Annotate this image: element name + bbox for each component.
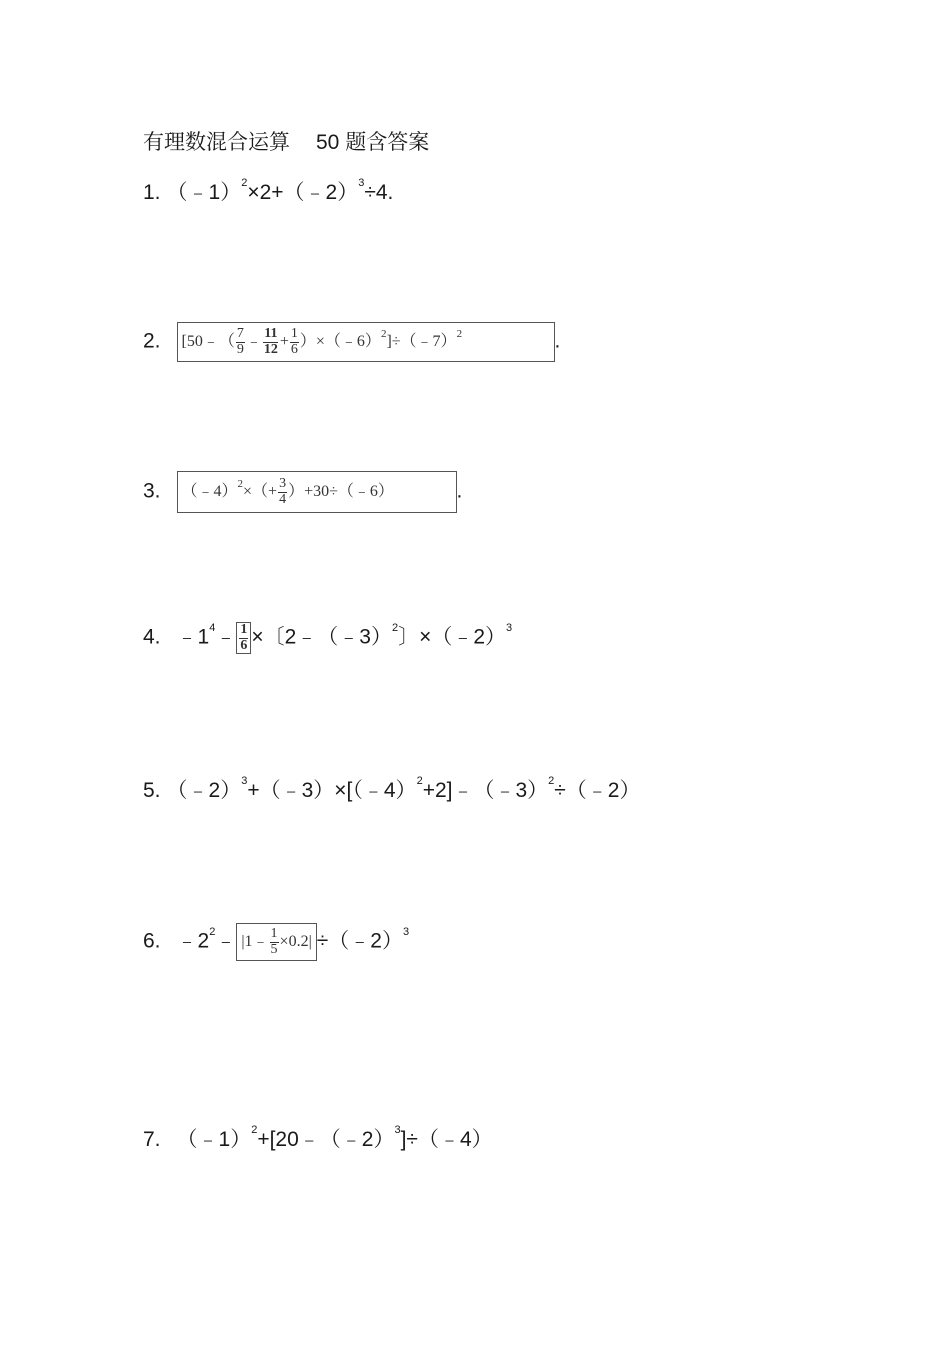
expr-part: （﹣1） — [166, 181, 242, 204]
denominator: 6 — [240, 637, 248, 653]
formula-image-box — [236, 622, 251, 654]
problem-number: 3. — [143, 479, 161, 503]
problem-number: 7. — [143, 1128, 161, 1151]
denominator: 9 — [236, 341, 244, 357]
expr-part: ）×（﹣6） — [299, 333, 381, 350]
numerator: 11 — [264, 325, 278, 341]
exponent: 2 — [391, 621, 399, 634]
numerator: 7 — [236, 325, 244, 341]
expr-part: +（﹣3）×[（﹣4） — [247, 779, 417, 802]
problem-7 — [143, 1124, 493, 1151]
denominator: 12 — [263, 341, 278, 357]
expr-part: + — [279, 333, 289, 350]
exponent: 4 — [209, 621, 216, 634]
problem-5 — [143, 775, 641, 802]
expr-part: ﹣ — [215, 625, 237, 649]
problem-number: 1. — [143, 181, 161, 204]
denominator: 6 — [290, 341, 298, 357]
exponent: 3 — [241, 775, 248, 787]
problem-number: 4. — [143, 625, 161, 649]
problem-1 — [143, 177, 394, 204]
exponent: 2 — [416, 775, 423, 787]
fraction — [239, 623, 248, 653]
exponent: 3 — [506, 621, 513, 634]
expr-part: ÷4. — [364, 181, 394, 204]
exponent: 2 — [456, 327, 463, 340]
page-title — [143, 132, 429, 153]
expr-part: 〕×（﹣2） — [398, 625, 507, 649]
expr-tail: . — [554, 329, 561, 353]
fraction — [263, 327, 279, 357]
expr-part: +2]﹣（﹣3） — [422, 779, 549, 802]
exponent: 2 — [241, 177, 248, 189]
expr-part: ）+30÷（﹣6） — [288, 483, 394, 500]
numerator: 1 — [270, 925, 278, 941]
formula-image-box — [236, 923, 316, 961]
exponent: 2 — [380, 327, 387, 340]
fraction — [278, 477, 287, 507]
fraction — [290, 327, 299, 357]
problem-number: 6. — [143, 929, 161, 953]
fraction — [236, 327, 245, 357]
exponent: 2 — [548, 775, 555, 787]
expr-part: |1﹣ — [241, 933, 269, 950]
numerator: 1 — [290, 325, 298, 341]
exponent: 3 — [403, 925, 410, 938]
problem-6 — [143, 923, 409, 961]
expr-part: （﹣4） — [181, 483, 238, 500]
problem-number: 5. — [143, 779, 161, 802]
exponent: 3 — [394, 1124, 401, 1136]
expr-part: ×0.2| — [279, 933, 312, 950]
exponent: 2 — [251, 1124, 258, 1136]
problem-number: 2. — [143, 329, 161, 353]
expr-part: ﹣ — [245, 333, 262, 350]
title-text: 有理数混合运算 — [143, 131, 290, 154]
title-count: 50 题含答案 — [316, 131, 430, 154]
expr-part: ×（+ — [243, 483, 278, 500]
denominator: 4 — [279, 491, 287, 507]
expr-part: [50﹣（ — [181, 333, 235, 350]
expr-part: ]÷（﹣7） — [386, 333, 457, 350]
fraction — [270, 927, 279, 957]
expr-part: ﹣ — [215, 929, 237, 953]
expr-part: ﹣2 — [176, 929, 210, 953]
problem-3 — [143, 471, 462, 513]
denominator: 5 — [270, 941, 278, 957]
expr-part: ]÷（﹣4） — [400, 1128, 493, 1151]
formula-image-box — [177, 322, 555, 362]
expr-part: ×〔2﹣（﹣3） — [251, 625, 392, 649]
expr-tail: . — [456, 479, 463, 503]
expr-part: （﹣2） — [166, 779, 242, 802]
expr-part: ﹣1 — [176, 625, 210, 649]
problem-4 — [143, 622, 512, 654]
expr-part: ÷（﹣2） — [554, 779, 641, 802]
numerator: 1 — [240, 622, 248, 637]
numerator: 3 — [279, 475, 287, 491]
expr-part: （﹣1） — [176, 1128, 252, 1151]
formula-image-box — [177, 471, 457, 513]
expr-part: ÷（﹣2） — [316, 929, 403, 953]
problem-2 — [143, 322, 560, 362]
exponent: 3 — [358, 177, 365, 189]
expr-part: +[20﹣（﹣2） — [257, 1128, 395, 1151]
exponent: 2 — [209, 925, 216, 938]
expr-part: ×2+（﹣2） — [247, 181, 359, 204]
exponent: 2 — [237, 477, 244, 490]
